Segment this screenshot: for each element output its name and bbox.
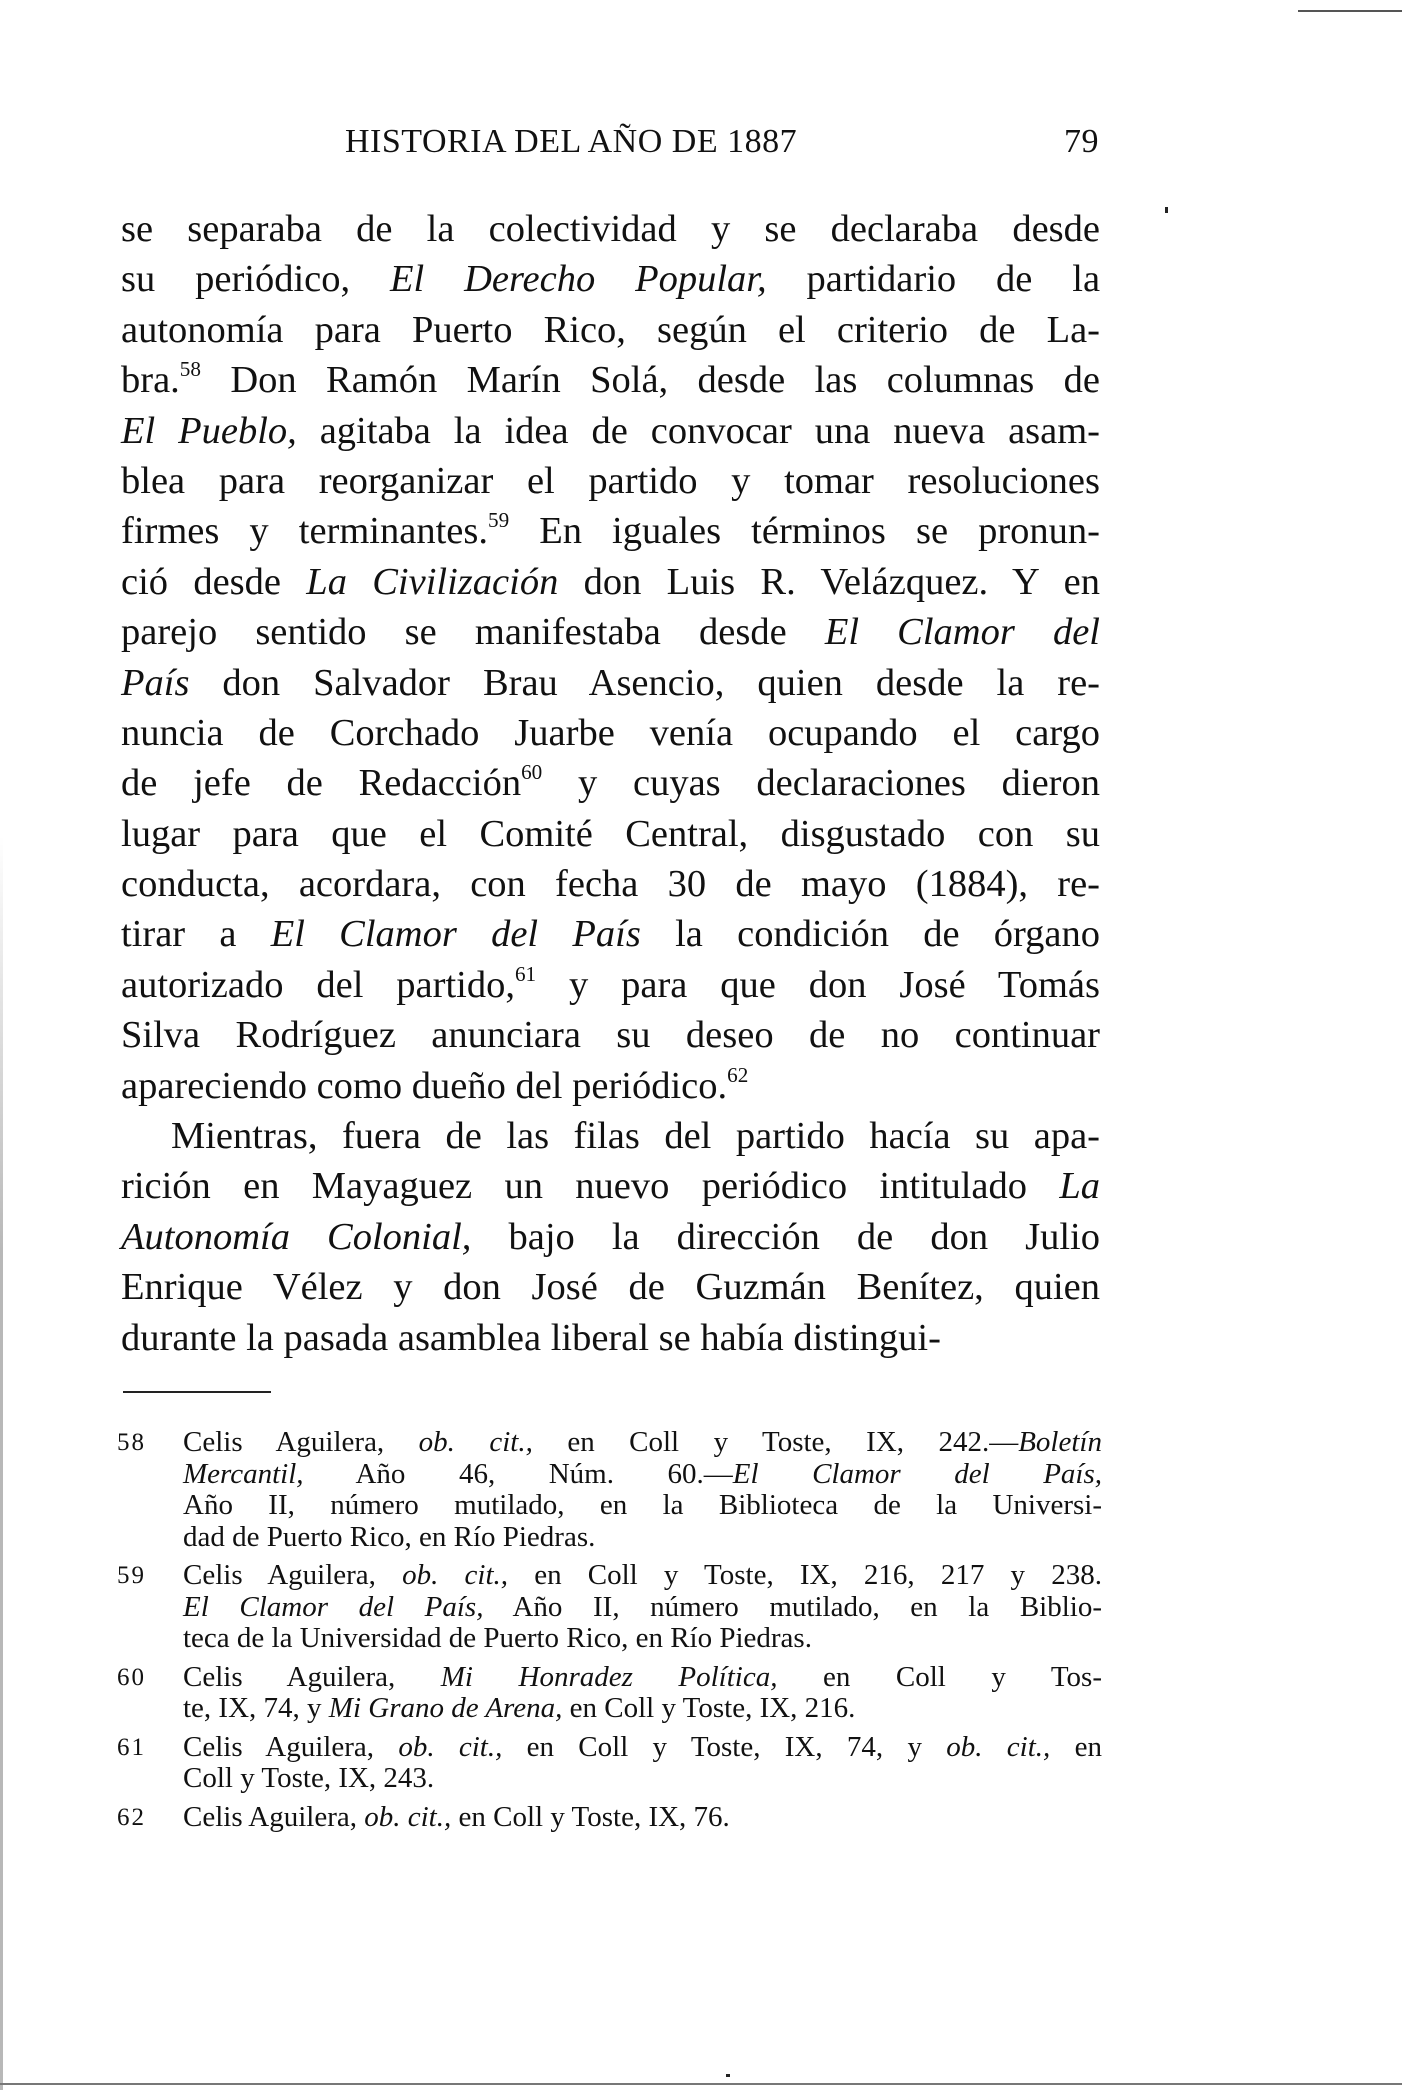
text-line: nuncia de Corchado Juarbe venía ocupando el cargo <box>121 711 1100 754</box>
text-line: Autonomía Colonial, bajo la dirección de don Julio <box>121 1215 1101 1258</box>
footnote <box>117 1662 1102 1725</box>
footnote-ref: 59 <box>487 508 510 533</box>
italic-title: ob. cit., <box>398 1730 503 1763</box>
text-line: blea para reorganizar el partido y tomar resoluciones <box>121 459 1100 502</box>
text-line: apareciendo como dueño del periódico.$^{62}$ <box>121 1062 749 1107</box>
italic-title: Autonomía Colonial, <box>121 1215 472 1258</box>
text-line: de jefe de Redacción$^{60}$ y cuyas declaraciones dieron <box>121 760 1100 805</box>
italic-title: Mi Grano de Arena, <box>328 1692 563 1724</box>
text-line: durante la pasada asamblea liberal se había distingui- <box>121 1316 941 1359</box>
text-line: lugar para que el Comité Central, disgustado con su <box>121 812 1100 855</box>
footnote-number: 60 <box>117 1663 146 1691</box>
footnote <box>117 1732 1102 1795</box>
page-number: 79 <box>1064 123 1099 160</box>
scan-edge-left <box>0 0 3 2090</box>
italic-title: Mercantil, <box>183 1457 304 1490</box>
italic-title: El Pueblo, <box>121 409 297 452</box>
footnote-number: 58 <box>117 1429 146 1456</box>
footnote-number: 61 <box>117 1733 146 1761</box>
footnote-line: dad de Puerto Rico, en Río Piedras. <box>183 1520 596 1553</box>
text-line: rición en Mayaguez un nuevo periódico intitulado La <box>121 1165 1100 1208</box>
scan-speck <box>1165 207 1168 213</box>
italic-title: El Clamor del País, <box>732 1457 1103 1490</box>
text-line: bra.$^{58}$ Don Ramón Marín Solá, desde las columnas de <box>121 357 1100 402</box>
italic-title: El Derecho Popular, <box>390 258 767 301</box>
text-line: se separaba de la colectividad y se declaraba desde <box>121 208 1100 250</box>
italic-title: Mi Honradez Política, <box>440 1660 778 1693</box>
footnote-line: Coll y Toste, IX, 243. <box>183 1762 435 1794</box>
footnote <box>117 1560 1102 1655</box>
footnote-line: Mercantil, Año 46, Núm. 60.—El Clamor del País, <box>183 1457 1103 1490</box>
footnote-text <box>183 1802 1102 1834</box>
footnote-line: teca de la Universidad de Puerto Rico, en Río Piedras. <box>183 1622 812 1654</box>
footnote-line: Celis Aguilera, ob. cit., en Coll y Toste, IX, 74, y ob. cit., en <box>183 1730 1102 1763</box>
footnote-number: 59 <box>117 1562 146 1589</box>
footnote-rule <box>123 1391 271 1393</box>
text-line: autorizado del partido,$^{61}$ y para que don José Tomás <box>121 961 1100 1006</box>
footnote-line: Celis Aguilera, ob. cit., en Coll y Toste, IX, 76. <box>183 1800 730 1833</box>
footnote-text <box>183 1427 1102 1553</box>
footnote-line: El Clamor del País, Año II, número mutilado, en la Biblio- <box>183 1590 1102 1623</box>
text-line: El Pueblo, agitaba la idea de convocar una nueva asam- <box>121 409 1100 452</box>
italic-title: ob. cit., <box>364 1800 452 1833</box>
text-line: autonomía para Puerto Rico, según el criterio de La- <box>121 308 1100 351</box>
text-line: País don Salvador Brau Asencio, quien desde la re- <box>121 661 1100 704</box>
running-header <box>121 120 1099 164</box>
text-line: Silva Rodríguez anunciara su deseo de no continuar <box>121 1014 1100 1057</box>
italic-title: El Clamor del <box>824 611 1100 654</box>
italic-title: El Clamor del País <box>270 913 641 956</box>
italic-title: La Civilización <box>306 560 559 603</box>
scan-edge-bottom <box>0 2083 1402 2085</box>
italic-title: País <box>121 661 190 704</box>
paragraph-2 <box>121 1111 1100 1363</box>
scan-edge-top <box>1298 10 1402 12</box>
footnote-line: te, IX, 74, y Mi Grano de Arena, en Coll y Toste, IX, 216. <box>183 1692 856 1724</box>
paragraph-1 <box>121 204 1100 1111</box>
italic-title: El Clamor del País, <box>183 1590 484 1623</box>
footnote-ref: 61 <box>514 961 537 986</box>
italic-title: ob. cit., <box>946 1730 1051 1763</box>
footnote-line: Año II, número mutilado, en la Biblioteca de la Universi- <box>183 1489 1102 1521</box>
running-title: HISTORIA DEL AÑO DE 1887 <box>345 123 798 160</box>
footnote-line: Celis Aguilera, ob. cit., en Coll y Toste, IX, 242.—Boletín <box>183 1426 1102 1458</box>
text-line: Enrique Vélez y don José de Guzmán Benítez, quien <box>121 1266 1100 1309</box>
text-line: tirar a El Clamor del País la condición de órgano <box>121 913 1101 956</box>
main-text <box>121 204 1100 1363</box>
text-line: ció desde La Civilización don Luis R. Velázquez. Y en <box>121 560 1100 603</box>
italic-title: La <box>1059 1165 1100 1208</box>
footnote-ref: 62 <box>727 1062 749 1087</box>
footnote-text <box>183 1560 1102 1655</box>
footnote <box>117 1427 1102 1553</box>
text-line: Mientras, fuera de las filas del partido hacía su apa- <box>171 1115 1100 1158</box>
footnotes <box>117 1427 1102 1840</box>
italic-title: ob. cit., <box>402 1559 509 1591</box>
footnote-text <box>183 1732 1102 1795</box>
footnote-text <box>183 1662 1102 1725</box>
footnote-ref: 60 <box>521 760 543 785</box>
footnote-ref: 58 <box>179 357 201 382</box>
scan-speck <box>726 2074 730 2077</box>
footnote-line: Celis Aguilera, Mi Honradez Política, en Coll y Tos- <box>183 1660 1102 1693</box>
text-line: su periódico, El Derecho Popular, partidario de la <box>121 258 1101 301</box>
text-line: firmes y terminantes.$^{59}$ En iguales términos se pronun- <box>121 508 1100 553</box>
text-line: parejo sentido se manifestaba desde El Clamor del <box>121 611 1100 654</box>
italic-title: Boletín <box>1018 1426 1102 1458</box>
footnote <box>117 1802 1102 1834</box>
footnote-number: 62 <box>117 1803 146 1831</box>
italic-title: ob. cit., <box>418 1426 533 1458</box>
footnote-line: Celis Aguilera, ob. cit., en Coll y Toste, IX, 216, 217 y 238. <box>183 1559 1102 1591</box>
text-line: conducta, acordara, con fecha 30 de mayo (1884), re- <box>121 863 1100 906</box>
